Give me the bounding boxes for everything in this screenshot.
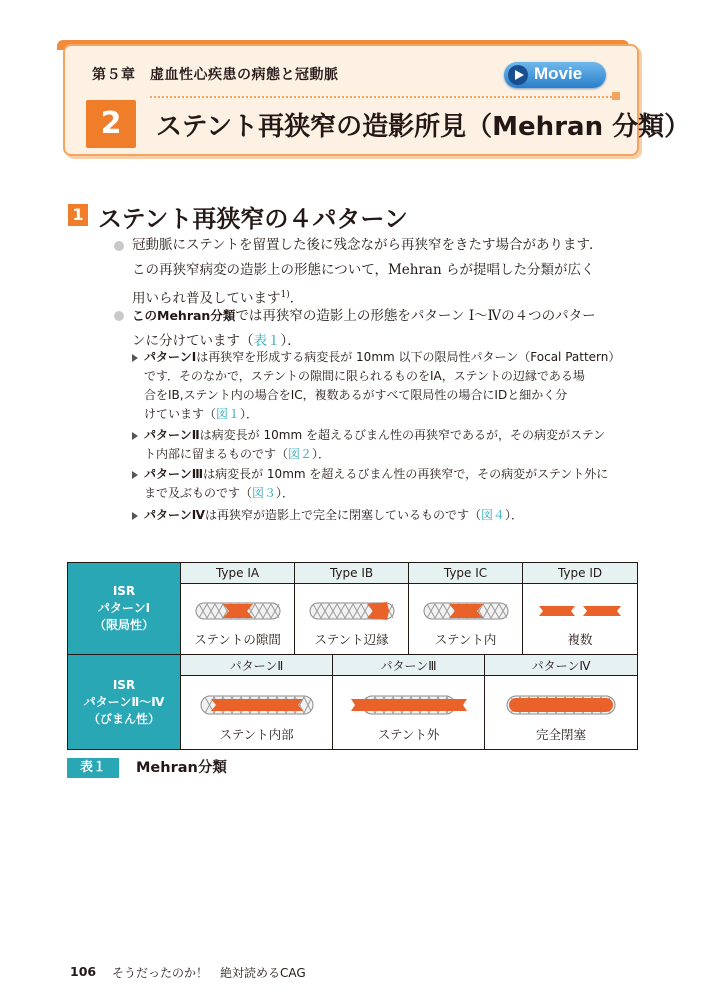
caption-pattern-4: 完全閉塞 [536, 727, 587, 742]
cell-type-1b [295, 584, 409, 655]
chapter-title: 第５章 虚血性心疾患の病態と冠動脈 [92, 67, 339, 83]
cell-pattern-4 [485, 676, 638, 750]
subsection-number-badge: 1 [68, 204, 88, 226]
cell-pattern-3 [333, 676, 485, 750]
mehran-table [67, 562, 638, 750]
play-icon [508, 65, 528, 85]
pattern-1-line1-rest: は再狭窄を形成する病変長が 10mm 以下の限局性パターン（Focal Pattern） [196, 350, 621, 364]
table-ref-link[interactable]: 表１ [253, 333, 281, 349]
pattern-3-line2 [144, 484, 608, 503]
stent-multiple-lesion-icon [535, 598, 625, 624]
col-header-type-1a: Type ⅠA [181, 563, 295, 584]
pattern-1-line3: 合をⅠB,ステント内の場合をⅠC，複数あるがすべて限局性の場合にⅠDと細かく分 [144, 388, 568, 402]
pattern-3-line1 [144, 465, 608, 484]
row-header-focal [68, 563, 181, 655]
row-header-focal-line3: （限局性） [93, 618, 154, 633]
figure-3-ref-link[interactable]: 図３ [252, 486, 277, 500]
pattern-4-line1 [144, 506, 523, 525]
col-header-pattern-3: パターンⅢ [333, 655, 485, 676]
pattern-3-line2-start: まで及ぶものです（ [144, 486, 253, 500]
page-number: 106 [70, 964, 97, 979]
paragraph-2-line1 [132, 303, 596, 329]
pattern-3-text [144, 465, 608, 503]
pattern-4-line1-rest: は再狭窄が造影上で完全に閉塞しているものです（ [204, 508, 481, 522]
mehran-bold: このMehran分類 [132, 308, 236, 323]
header-divider [150, 96, 612, 98]
stent-inside-lesion-icon [421, 598, 511, 624]
triangle-bullet-icon [132, 512, 138, 520]
triangle-bullet-icon [132, 432, 138, 440]
cell-pattern-2 [181, 676, 333, 750]
col-header-type-1c: Type ⅠC [409, 563, 523, 584]
paragraph-1-line3-text: 用いられ普及しています [132, 290, 281, 307]
pattern-2-line2-end: ）． [312, 447, 331, 461]
row-header-diffuse-line2: パターンⅡ～Ⅳ [83, 694, 165, 709]
stent-edge-lesion-icon [307, 598, 397, 624]
pattern-4-text [144, 506, 523, 525]
pattern-1-label: パターンⅠ [144, 350, 197, 364]
table-title: Mehran分類 [136, 760, 227, 776]
row-header-focal-line2: パターンⅠ [97, 601, 151, 616]
caption-pattern-3: ステント外 [377, 727, 440, 742]
pattern-2-line2-start: ト内部に留まるものです（ [144, 447, 289, 461]
cell-type-1c [409, 584, 523, 655]
pattern-2-label: パターンⅡ [144, 428, 200, 442]
pattern-4-label: パターンⅣ [144, 508, 205, 522]
figure-1-ref-link[interactable]: 図１ [216, 407, 241, 421]
pattern-1-text [144, 348, 620, 424]
section-number-badge: 2 [86, 100, 136, 148]
cell-type-1a [181, 584, 295, 655]
pattern-1-line4 [144, 405, 620, 424]
paragraph-1-line1: 冠動脈にステントを留置した後に残念ながら再狭窄をきたす場合があります． [132, 237, 603, 253]
caption-type-1a: ステントの隙間 [194, 632, 281, 648]
figure-4-ref-link[interactable]: 図４ [480, 508, 505, 522]
paragraph-1-line2: この再狭窄病変の造影上の形態について，Mehran らが提唱した分類が広く [132, 262, 595, 278]
movie-button[interactable] [504, 62, 606, 88]
pattern-2-line1-rest: は病変長が 10mm を超えるびまん性の再狭窄であるが，その病変がステン [199, 428, 606, 442]
pattern-4-line1-end: ）． [504, 508, 523, 522]
stent-diffuse-outside-icon [349, 691, 469, 719]
paragraph-2-line2-end: ）． [280, 333, 301, 349]
cell-type-1d [523, 584, 638, 655]
pattern-3-label: パターンⅢ [144, 467, 204, 481]
stent-diffuse-inside-icon [197, 691, 317, 719]
stent-gap-lesion-icon [193, 598, 283, 624]
triangle-bullet-icon [132, 354, 138, 362]
pattern-2-text [144, 426, 605, 464]
subsection-title: ステント再狭窄の４パターン [98, 205, 408, 233]
header-divider-end [612, 92, 620, 100]
col-header-type-1b: Type ⅠB [295, 563, 409, 584]
paragraph-1 [132, 233, 602, 312]
citation-sup: 1) [280, 290, 290, 300]
pattern-2-line1 [144, 426, 605, 445]
col-header-pattern-4: パターンⅣ [485, 655, 638, 676]
pattern-3-line1-rest: は病変長が 10mm を超えるびまん性の再狭窄で，その病変がステント外に [203, 467, 609, 481]
book-title: そうだったのか！ 絶対読めるCAG [112, 966, 306, 980]
triangle-bullet-icon [132, 471, 138, 479]
row-header-focal-line1: ISR [112, 584, 136, 599]
pattern-3-line2-end: ）． [276, 486, 295, 500]
col-header-type-1d: Type ⅠD [523, 563, 638, 584]
paragraph-2 [132, 303, 596, 354]
caption-type-1d: 複数 [567, 632, 593, 648]
paragraph-2-line2-start: ンに分けています（ [132, 333, 254, 349]
page-title: ステント再狭窄の造影所見（Mehran 分類） [156, 112, 691, 142]
row-header-diffuse [68, 655, 181, 750]
figure-2-ref-link[interactable]: 図２ [288, 447, 313, 461]
movie-label: Movie [534, 64, 583, 83]
bullet-icon [114, 311, 124, 321]
row-header-diffuse-line1: ISR [112, 677, 136, 692]
paragraph-1-line3-end: ． [289, 290, 304, 307]
pattern-1-line1 [144, 348, 620, 367]
col-header-pattern-2: パターンⅡ [181, 655, 333, 676]
bullet-icon [114, 241, 124, 251]
caption-pattern-2: ステント内部 [219, 727, 294, 742]
pattern-1-line4-start: けています（ [144, 407, 217, 421]
caption-type-1b: ステント辺縁 [314, 632, 389, 648]
pattern-1-line4-end: ）． [240, 407, 259, 421]
paragraph-2-line1-rest: では再狭窄の造影上の形態をパターン Ⅰ～Ⅳの４つのパター [235, 308, 596, 324]
pattern-2-line2 [144, 445, 605, 464]
table-label: 表１ [67, 758, 119, 778]
row-header-diffuse-line3: （びまん性） [87, 711, 160, 726]
caption-type-1c: ステント内 [434, 632, 497, 648]
stent-total-occlusion-icon [501, 691, 621, 719]
pattern-1-line2: です．そのなかで，ステントの隙間に限られるものをⅠA，ステントの辺縁である場 [144, 369, 585, 383]
